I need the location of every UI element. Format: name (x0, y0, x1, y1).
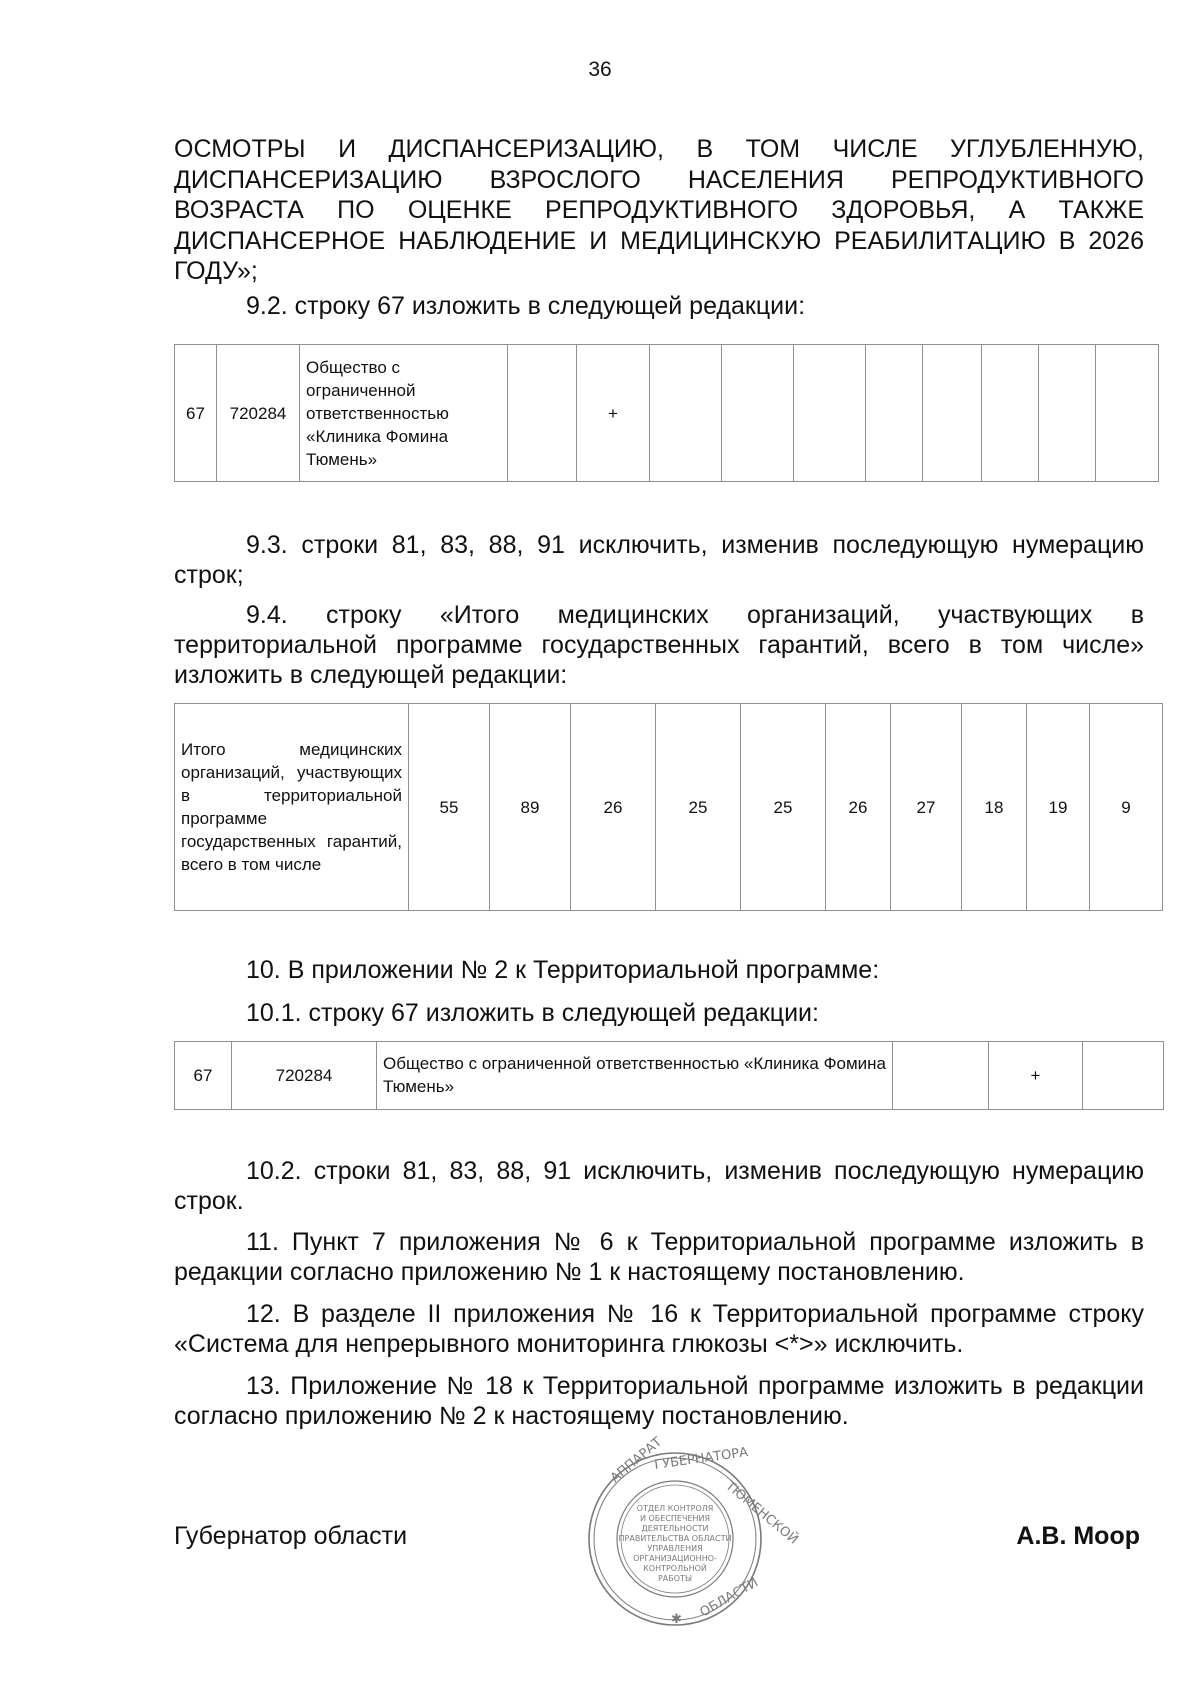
table-cell-value: 27 (891, 704, 962, 911)
table-cell-organization-name: Общество с ограниченной ответственностью «Клиника Фомина Тюмень» (300, 345, 508, 482)
svg-text:АППАРАТ: АППАРАТ (607, 1434, 666, 1487)
official-seal-stamp (585, 1434, 801, 1629)
paragraph-9-2: 9.2. строку 67 изложить в следующей редакции: (246, 292, 806, 320)
table-cell-value: 89 (490, 704, 571, 911)
svg-text:УПРАВЛЕНИЯ: УПРАВЛЕНИЯ (647, 1544, 703, 1553)
svg-text:ОРГАНИЗАЦИОННО-: ОРГАНИЗАЦИОННО- (633, 1554, 717, 1563)
table-cell-empty (982, 345, 1039, 482)
page-number: 36 (588, 58, 612, 81)
table-cell-empty (866, 345, 923, 482)
table-cell-value: 26 (571, 704, 656, 911)
table-cell-registry-code: 720284 (217, 345, 300, 482)
table-cell-empty (1039, 345, 1096, 482)
svg-text:ОБЛАСТИ: ОБЛАСТИ (697, 1575, 761, 1621)
svg-text:ОТДЕЛ КОНТРОЛЯ: ОТДЕЛ КОНТРОЛЯ (636, 1504, 714, 1513)
paragraph-9-3: 9.3. строки 81, 83, 88, 91 исключить, изменив последующую нумерацию строк; (174, 531, 1144, 589)
table-row-67-appendix-2 (174, 1041, 1164, 1110)
paragraph-10-1: 10.1. строку 67 изложить в следующей редакции: (246, 999, 819, 1027)
svg-text:ДЕЯТЕЛЬНОСТИ: ДЕЯТЕЛЬНОСТИ (641, 1524, 709, 1533)
table-cell-plus-mark: + (989, 1042, 1083, 1110)
svg-text:КОНТРОЛЬНОЙ: КОНТРОЛЬНОЙ (643, 1564, 707, 1573)
table-cell-value: 55 (409, 704, 490, 911)
table-cell-value: 18 (962, 704, 1027, 911)
paragraph-9-4: 9.4. строку «Итого медицинских организаций, участвующих в территориальной программе государственных гарантий, всего в том числе» изложить в следующей редакции: (174, 601, 1144, 689)
svg-text:ПРАВИТЕЛЬСТВА ОБЛАСТИ: ПРАВИТЕЛЬСТВА ОБЛАСТИ (618, 1534, 732, 1543)
table-total-organizations (174, 703, 1163, 911)
table-cell-value: 25 (656, 704, 741, 911)
table-cell-value: 19 (1027, 704, 1090, 911)
svg-text:И ОБЕСПЕЧЕНИЯ: И ОБЕСПЕЧЕНИЯ (639, 1514, 711, 1523)
table-cell-empty (1096, 345, 1159, 482)
signature-position: Губернатор области (174, 1522, 408, 1550)
paragraph-10-2: 10.2. строки 81, 83, 88, 91 исключить, изменив последующую нумерацию строк. (174, 1157, 1144, 1215)
table-cell-value: 25 (741, 704, 826, 911)
table-cell-plus-mark: + (577, 345, 650, 482)
table-cell-total-label: Итого медицинских организаций, участвующих в территориальной программе государственных гарантий, всего в том числе (175, 704, 409, 911)
signature-name: А.В. Моор (1016, 1522, 1140, 1550)
table-cell-empty (1083, 1042, 1164, 1110)
table-cell-row-number: 67 (175, 1042, 232, 1110)
table-cell-registry-code: 720284 (232, 1042, 377, 1110)
svg-text:РАБОТЫ: РАБОТЫ (657, 1574, 693, 1583)
table-cell-value: 26 (826, 704, 891, 911)
table-cell-value: 9 (1090, 704, 1163, 911)
paragraph-13: 13. Приложение № 18 к Территориальной программе изложить в редакции согласно приложению № 2 к настоящему постановлению. (174, 1372, 1144, 1430)
svg-text:✱: ✱ (671, 1612, 682, 1627)
table-cell-row-number: 67 (175, 345, 217, 482)
svg-text:ГУБЕРНАТОРА: ГУБЕРНАТОРА (653, 1444, 750, 1473)
table-cell-empty (923, 345, 982, 482)
table-cell-empty (722, 345, 794, 482)
paragraph-11: 11. Пункт 7 приложения № 6 к Территориальной программе изложить в редакции согласно приложению № 1 к настоящему постановлению. (174, 1228, 1144, 1286)
section-heading-continuation: ОСМОТРЫ И ДИСПАНСЕРИЗАЦИЮ, В ТОМ ЧИСЛЕ УГЛУБЛЕННУЮ, ДИСПАНСЕРИЗАЦИЮ ВЗРОСЛОГО НАСЕЛЕНИЯ РЕПРОДУКТИВНОГО ВОЗРАСТА ПО ОЦЕНКЕ РЕПРОДУКТИВНОГО ЗДОРОВЬЯ, А ТАКЖЕ ДИСПАНСЕРНОЕ НАБЛЮДЕНИЕ И МЕДИЦИНСКУЮ РЕАБИЛИТАЦИЮ В 2026 ГОДУ»; (174, 135, 1144, 285)
table-cell-organization-name: Общество с ограниченной ответственностью «Клиника Фомина Тюмень» (377, 1042, 893, 1110)
svg-text:ТЮМЕНСКОЙ: ТЮМЕНСКОЙ (722, 1478, 801, 1548)
table-cell-empty (508, 345, 577, 482)
paragraph-10: 10. В приложении № 2 к Территориальной программе: (246, 956, 880, 984)
table-cell-empty (794, 345, 866, 482)
table-cell-empty (650, 345, 722, 482)
table-cell-empty (893, 1042, 989, 1110)
table-row-67-appendix-1 (174, 344, 1159, 482)
paragraph-12: 12. В разделе II приложения № 16 к Территориальной программе строку «Система для непрерывного мониторинга глюкозы <*>» исключить. (174, 1300, 1144, 1358)
